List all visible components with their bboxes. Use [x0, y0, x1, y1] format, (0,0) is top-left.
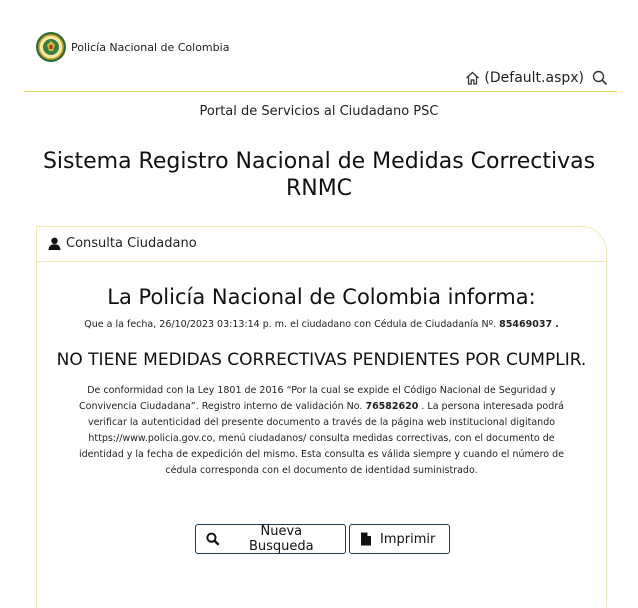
fecha-prefix: Que a la fecha, 26/10/2023 03:13:14 p. m. el ciudadano con Cédula de Ciudadanía Nº. [84, 319, 497, 330]
home-icon[interactable] [465, 71, 480, 85]
user-icon [48, 237, 61, 250]
header-nav [465, 70, 608, 86]
print-button[interactable] [349, 524, 450, 554]
system-title-line2: RNMC [285, 176, 353, 201]
colombia-police-logo [35, 31, 67, 63]
card-header [48, 236, 197, 251]
legal-notice [69, 383, 574, 479]
validation-number: 76582620 [365, 401, 419, 412]
new-search-label: Nueva Busqueda [248, 524, 314, 554]
print-label: Imprimir [380, 531, 436, 547]
default-page-link[interactable]: (Default.aspx) [484, 70, 584, 86]
consulta-card [36, 226, 607, 607]
cedula-number: 85469037 [499, 319, 553, 330]
status-message: NO TIENE MEDIDAS CORRECTIVAS PENDIENTES POR CUMPLIR. [56, 350, 587, 370]
fecha-suffix: . [555, 319, 559, 330]
file-icon [360, 532, 372, 546]
search-icon [206, 532, 220, 546]
header-divider [24, 91, 617, 92]
action-buttons [195, 524, 450, 554]
new-search-button[interactable] [195, 524, 346, 554]
brand-name[interactable]: Policía Nacional de Colombia [71, 41, 230, 54]
system-title [20, 148, 618, 202]
legal-part2: . La persona interesada podrá verificar la autenticidad del presente documento a través de la página web institucional digitando https://www.policia.gov.co, menú ciudadanos/ consulta medidas correctivas, con el documento de identidad y la fecha de expedición del mismo. Esta consulta es válida siempre y cuando el número de cédula corresponda con el documento de identidad suministrado. [78, 401, 565, 476]
query-date-statement [37, 319, 606, 330]
informa-heading: La Policía Nacional de Colombia informa: [107, 285, 536, 309]
system-title-line1: Sistema Registro Nacional de Medidas Correctivas [42, 149, 596, 174]
legal-part1: De conformidad con la Ley 1801 de 2016 “Por la cual se expide el Código Nacional de Seguridad y Convivencia Ciudadana”. Registro interno de validación No. [79, 385, 556, 412]
search-icon[interactable] [592, 70, 608, 86]
page-header [0, 0, 638, 92]
card-header-label: Consulta Ciudadano [66, 236, 197, 251]
portal-title: Portal de Servicios al Ciudadano PSC [199, 104, 439, 119]
